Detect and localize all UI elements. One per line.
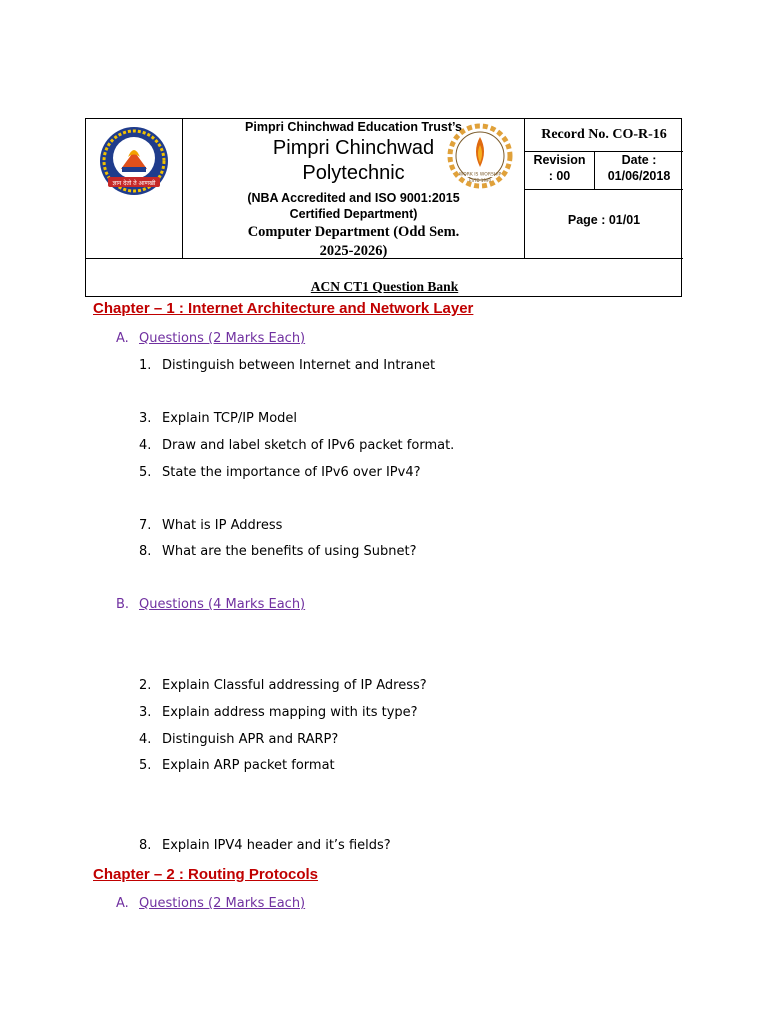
section-title: Questions (4 Marks Each) bbox=[139, 597, 306, 612]
item-number: 5. bbox=[139, 465, 152, 480]
item-text: Distinguish APR and RARP? bbox=[162, 732, 339, 747]
section-title: Questions (2 Marks Each) bbox=[139, 896, 306, 911]
item-text: Explain Classful addressing of IP Adress? bbox=[162, 678, 427, 693]
item-number: 7. bbox=[139, 518, 152, 533]
item-text: What are the benefits of using Subnet? bbox=[162, 544, 417, 559]
list-item bbox=[139, 544, 416, 559]
list-item bbox=[139, 732, 338, 747]
section-title: Questions (2 Marks Each) bbox=[139, 331, 306, 346]
left-logo bbox=[94, 125, 174, 197]
item-number: 2. bbox=[139, 678, 152, 693]
chapter-2-title: Chapter – 2 : Routing Protocols bbox=[93, 866, 319, 883]
section-b bbox=[116, 597, 305, 612]
list-item bbox=[139, 705, 418, 720]
department-2: 2025-2026) bbox=[319, 243, 388, 259]
item-number: 8. bbox=[139, 838, 152, 853]
section-a bbox=[116, 896, 305, 911]
item-text: Explain TCP/IP Model bbox=[162, 411, 298, 426]
item-text: State the importance of IPv6 over IPv4? bbox=[162, 465, 421, 480]
item-number: 5. bbox=[139, 758, 152, 773]
item-text: Distinguish between Internet and Intranet bbox=[162, 358, 436, 373]
institute-name-2: Polytechnic bbox=[302, 162, 405, 184]
item-number: 4. bbox=[139, 732, 152, 747]
svg-text:WORK IS WORSHIP: WORK IS WORSHIP bbox=[458, 172, 502, 178]
item-text: Explain ARP packet format bbox=[162, 758, 335, 773]
item-number: 4. bbox=[139, 438, 152, 453]
revision-label: Revision bbox=[533, 153, 586, 167]
page-number: Page : 01/01 bbox=[567, 213, 641, 227]
item-text: Explain IPV4 header and it’s fields? bbox=[162, 838, 391, 853]
section-label: A. bbox=[116, 896, 129, 911]
section-a bbox=[116, 331, 305, 346]
list-item bbox=[139, 678, 427, 693]
section-label: B. bbox=[116, 597, 130, 612]
item-number: 8. bbox=[139, 544, 152, 559]
svg-text:ESTD 1990: ESTD 1990 bbox=[468, 178, 492, 183]
institute-name: Pimpri Chinchwad bbox=[272, 137, 435, 159]
trust-name: Pimpri Chinchwad Education Trust’s bbox=[245, 120, 462, 134]
item-number: 3. bbox=[139, 411, 152, 426]
divider bbox=[524, 189, 683, 190]
department: Computer Department (Odd Sem. bbox=[247, 224, 460, 240]
chapter-1-title: Chapter – 1 : Internet Architecture and Network Layer bbox=[93, 300, 474, 317]
list-item bbox=[139, 465, 421, 480]
list-item bbox=[139, 438, 454, 453]
accreditation-2: Certified Department) bbox=[289, 207, 418, 221]
date-value: 01/06/2018 bbox=[607, 169, 671, 183]
section-label: A. bbox=[116, 331, 129, 346]
date-label: Date : bbox=[621, 153, 657, 167]
item-text: Explain address mapping with its type? bbox=[162, 705, 418, 720]
revision-value: : 00 bbox=[548, 169, 571, 183]
date-cell bbox=[595, 152, 683, 184]
svg-text:ज्ञान देतो ते आणखी: ज्ञान देतो ते आणखी bbox=[112, 180, 156, 187]
right-logo bbox=[442, 123, 518, 189]
item-number: 3. bbox=[139, 705, 152, 720]
item-text: What is IP Address bbox=[162, 518, 283, 533]
item-text: Draw and label sketch of IPv6 packet format. bbox=[162, 438, 455, 453]
record-number: Record No. CO-R-16 bbox=[541, 127, 667, 142]
header-table bbox=[85, 118, 682, 297]
item-number: 1. bbox=[139, 358, 152, 373]
revision-cell bbox=[525, 152, 594, 184]
list-item bbox=[139, 411, 297, 426]
accreditation: (NBA Accredited and ISO 9001:2015 bbox=[247, 191, 460, 205]
list-item bbox=[139, 358, 435, 373]
document-title: ACN CT1 Question Bank bbox=[310, 279, 459, 294]
list-item bbox=[139, 838, 391, 853]
list-item bbox=[139, 758, 335, 773]
list-item bbox=[139, 518, 282, 533]
